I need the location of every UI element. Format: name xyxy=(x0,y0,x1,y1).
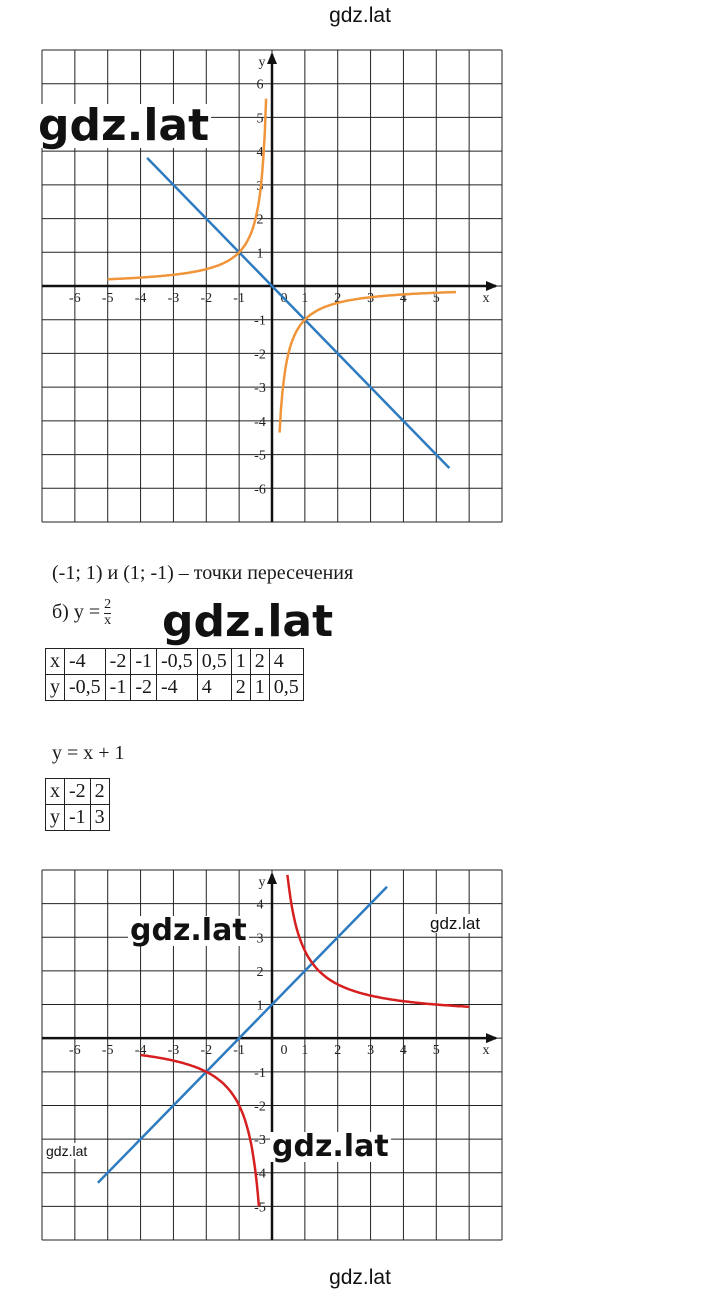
watermark-graph2-right: gdz.lat xyxy=(430,914,481,933)
table-cell: 4 xyxy=(197,675,231,701)
x-tick-label: 2 xyxy=(334,1043,342,1059)
table-cell: -1 xyxy=(65,805,91,831)
table-cell: -2 xyxy=(65,779,91,805)
watermark-top: gdz.lat xyxy=(329,4,391,27)
y-tick-label: -6 xyxy=(254,482,266,498)
table-cell: 3 xyxy=(90,805,109,831)
origin-label: 0 xyxy=(280,1043,288,1059)
hyperbola-branch-right xyxy=(280,292,456,433)
x-tick-label: 4 xyxy=(399,1043,407,1059)
x-axis-label: x xyxy=(482,1043,490,1059)
table-cell: -4 xyxy=(157,675,198,701)
watermark-graph2-bottom-left: gdz.lat xyxy=(46,1143,88,1159)
fraction xyxy=(104,598,111,628)
x-tick-label: -1 xyxy=(233,1043,245,1059)
table-cell: 2 xyxy=(90,779,109,805)
table-cell: -1 xyxy=(131,649,157,675)
table-row xyxy=(46,779,110,805)
part-b-prefix: б) y = xyxy=(52,600,101,623)
table-cell: -4 xyxy=(65,649,106,675)
x-tick-label: -2 xyxy=(200,291,213,306)
x-tick-label: 3 xyxy=(367,291,375,306)
x-tick-label: -5 xyxy=(101,291,114,306)
table-cell: -0,5 xyxy=(65,675,106,701)
fraction-numerator: 2 xyxy=(104,597,112,612)
table-cell: x xyxy=(46,649,65,675)
x-tick-label: -3 xyxy=(167,1043,180,1059)
values-table-hyperbola xyxy=(45,648,304,701)
y-tick-label: 3 xyxy=(256,178,264,194)
y-tick-label: -2 xyxy=(254,347,266,363)
x-tick-label: -6 xyxy=(69,1043,81,1059)
x-axis-arrow xyxy=(486,281,498,291)
y-tick-label: 1 xyxy=(256,246,264,262)
table-cell: 0,5 xyxy=(269,675,303,701)
table-cell: -1 xyxy=(105,675,131,701)
x-tick-label: -5 xyxy=(101,1043,114,1059)
y-tick-label: -5 xyxy=(254,448,266,464)
y-tick-label: 2 xyxy=(256,964,264,980)
watermark-graph1: gdz.lat xyxy=(38,100,210,151)
y-axis-arrow xyxy=(267,52,277,64)
x-tick-label: -1 xyxy=(233,291,245,306)
line-equation: y = x + 1 xyxy=(52,742,125,764)
table-cell: 1 xyxy=(231,649,250,675)
table-cell: -0,5 xyxy=(157,649,198,675)
x-tick-label: 2 xyxy=(334,291,342,306)
y-tick-label: -1 xyxy=(254,313,266,329)
part-b-formula xyxy=(52,598,111,628)
table-cell: y xyxy=(46,675,65,701)
watermark-bottom: gdz.lat xyxy=(329,1266,391,1289)
watermark-middle: gdz.lat xyxy=(162,596,334,647)
x-tick-label: 1 xyxy=(301,291,309,306)
y-tick-label: 2 xyxy=(256,212,264,228)
y-tick-label: -5 xyxy=(254,1200,266,1216)
watermark-graph2-center: gdz.lat xyxy=(272,1129,389,1164)
watermark-graph2-left: gdz.lat xyxy=(130,913,247,948)
x-tick-label: 5 xyxy=(432,291,440,306)
table-cell: 2 xyxy=(250,649,269,675)
x-axis-label: x xyxy=(482,291,490,306)
intersection-text: (-1; 1) и (1; -1) – точки пересечения xyxy=(52,562,354,584)
y-axis-label: y xyxy=(258,55,266,70)
origin-label: 0 xyxy=(280,291,288,306)
table-cell: -2 xyxy=(105,649,131,675)
x-tick-label: -3 xyxy=(167,291,180,306)
table-cell: -2 xyxy=(131,675,157,701)
x-tick-label: 5 xyxy=(432,1043,440,1059)
y-tick-label: -1 xyxy=(254,1065,266,1081)
table-cell: x xyxy=(46,779,65,805)
values-table-line xyxy=(45,778,110,831)
table-cell: 2 xyxy=(231,675,250,701)
y-tick-label: -4 xyxy=(254,1166,266,1182)
x-axis-arrow xyxy=(486,1033,498,1043)
table-row xyxy=(46,675,304,701)
y-tick-label: -3 xyxy=(254,1133,266,1149)
y-axis-arrow xyxy=(267,872,277,884)
y-tick-label: 3 xyxy=(256,931,264,947)
y-tick-label: 6 xyxy=(256,77,264,93)
y-tick-label: 1 xyxy=(256,998,264,1014)
x-tick-label: 1 xyxy=(301,1043,309,1059)
x-tick-label: 4 xyxy=(399,291,407,306)
x-tick-label: -4 xyxy=(134,1043,147,1059)
x-tick-label: 3 xyxy=(367,1043,375,1059)
y-axis-label: y xyxy=(258,875,266,890)
y-tick-label: -4 xyxy=(254,414,266,430)
y-tick-label: -2 xyxy=(254,1099,266,1115)
y-tick-label: 5 xyxy=(256,111,264,127)
y-tick-label: -3 xyxy=(254,381,266,397)
table-row xyxy=(46,649,304,675)
line-y-eq-minus-x xyxy=(147,158,449,468)
x-tick-label: -2 xyxy=(200,1043,213,1059)
table-cell: 0,5 xyxy=(197,649,231,675)
x-tick-label: -6 xyxy=(69,291,81,306)
table-row xyxy=(46,805,110,831)
y-tick-label: 4 xyxy=(256,145,264,161)
table-cell: 4 xyxy=(269,649,303,675)
x-tick-label: -4 xyxy=(134,291,147,306)
table-cell: 1 xyxy=(250,675,269,701)
y-tick-label: 4 xyxy=(256,897,264,913)
table-cell: y xyxy=(46,805,65,831)
fraction-denominator: x xyxy=(104,612,112,628)
